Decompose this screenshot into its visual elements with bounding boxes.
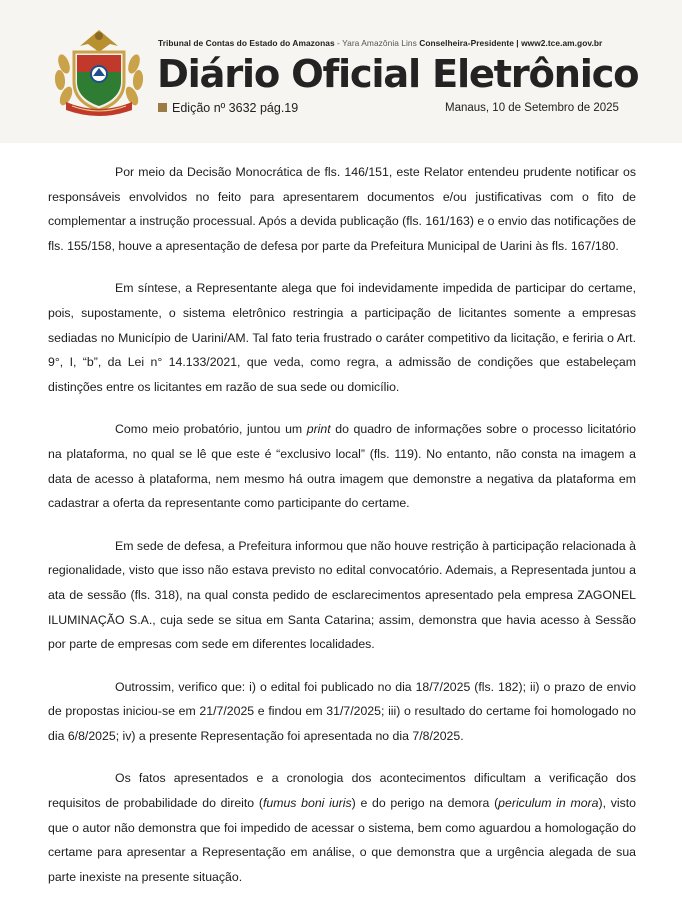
tagline-role: Conselheira-Presidente — [416, 38, 514, 48]
publication-date: Manaus, 10 de Setembro de 2025 — [445, 102, 619, 114]
tagline-org: Tribunal de Contas do Estado do Amazonas — [158, 38, 335, 48]
paragraph-6-part-e: ), visto que o autor não demonstra que foi impedido de acessar o sistema, bem como aguardou a homologação do certame para apresentar a Representação em análise, o que demonstra que a urgência alegada de sua parte inexiste na presente situação. — [48, 796, 636, 884]
header-tagline — [158, 38, 602, 48]
paragraph-1: Por meio da Decisão Monocrática de fls. 146/151, este Relator entendeu prudente notificar os responsáveis envolvidos no feito para apresentarem documentos e/ou justificativas com o fito de complementar a instrução processual. Após a devida publicação (fls. 161/163) e o envio das notificações de fls. 155/158, houve a apresentação de defesa por parte da Prefeitura Municipal de Uarini às fls. 167/180. — [48, 165, 636, 253]
paragraph-2: Em síntese, a Representante alega que foi indevidamente impedida de participar do certame, pois, supostamente, o sistema eletrônico restringia a participação de licitantes somente a empresas sediadas no Município de Uarini/AM. Tal fato teria frustrado o caráter competitivo da licitação, e feriria o Art. 9°, I, “b”, da Lei n° 14.133/2021, que veda, como regra, a admissão de condições que estabeleçam distinções entre os licitantes em razão de sua sede ou domicílio. — [48, 281, 636, 394]
paragraph-3-part-c: do quadro de informações sobre o processo licitatório na plataforma, no qual se lê que este é “exclusivo local” (fls. 119). No entanto, não consta na imagem a data de acesso à plataforma, nem mesmo há outra imagem que demonstre a negativa da plataforma em cadastrar a oferta da representante como participante do certame. — [48, 422, 636, 511]
paragraph-3-part-a: Como meio probatório, juntou um — [115, 422, 307, 437]
page-header — [0, 0, 682, 143]
document-body — [48, 160, 636, 907]
crest-emblem-icon — [52, 24, 146, 120]
tagline-sep-1: - — [334, 38, 343, 48]
tagline-website: www2.tce.am.gov.br — [521, 38, 603, 48]
paragraph-6-part-a: Os fatos apresentados e a cronologia dos acontecimentos dificultam a verificação dos requisitos de probabilidade do direito ( — [48, 771, 636, 811]
edition-square-icon — [158, 103, 167, 112]
paragraph-6-italic-fumus: fumus boni iuris — [262, 796, 352, 811]
paragraph-6 — [48, 766, 636, 889]
paragraph-5: Outrossim, verifico que: i) o edital foi publicado no dia 18/7/2025 (fls. 182); ii) o prazo de envio de propostas iniciou-se em 21/7/2025 e findou em 31/7/2025; iii) o resultado do certame foi homologado no dia 6/8/2025; iv) a presente Representação foi apresentada no dia 7/8/2025. — [48, 679, 636, 743]
edition-text: Edição nº 3632 pág.19 — [172, 101, 299, 115]
edition-info — [158, 101, 298, 115]
tagline-sep-2: | — [513, 38, 522, 48]
paragraph-4: Em sede de defesa, a Prefeitura informou que não houve restrição à participação relacionada à regionalidade, visto que isso não estava previsto no edital convocatório. Ademais, a Representada juntou a ata de sessão (fls. 318), na qual consta pedido de esclarecimentos apresentado pela empresa ZAGONEL ILUMINAÇÃO S.A., cuja sede se situa em Santa Catarina; assim, demonstra que havia acesso à Sessão por parte de empresas com sede em diferentes localidades. — [48, 538, 636, 652]
publication-title: Diário Oficial Eletrônico — [157, 52, 639, 97]
paragraph-3 — [48, 417, 636, 515]
paragraph-3-italic-print: print — [306, 422, 331, 437]
paragraph-6-italic-periculum: periculum in mora — [498, 796, 599, 811]
tagline-president-name: Yara Amazônia Lins — [342, 38, 417, 48]
paragraph-6-part-c: ) e do perigo na demora ( — [351, 796, 499, 811]
